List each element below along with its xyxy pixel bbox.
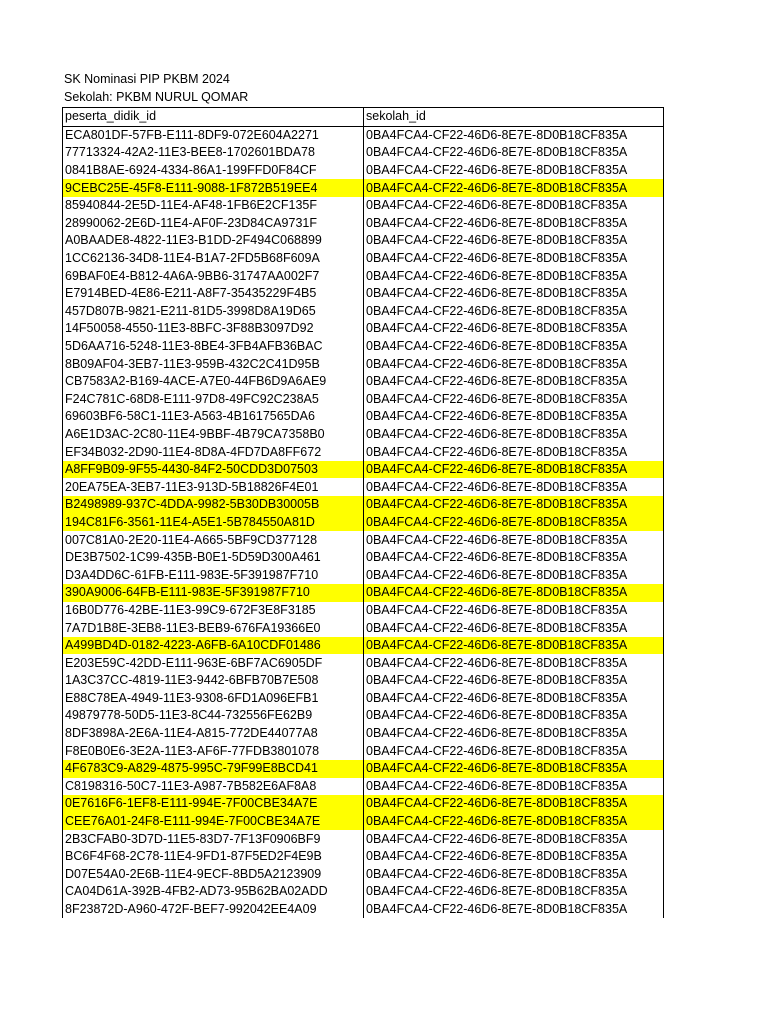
peserta-didik-id-cell: 9CEBC25E-45F8-E111-9088-1F872B519EE4 <box>63 179 364 197</box>
table-row <box>63 126 664 144</box>
table-row <box>63 549 664 567</box>
school-line: Sekolah: PKBM NURUL QOMAR <box>64 90 249 104</box>
document-title: SK Nominasi PIP PKBM 2024 <box>64 72 230 86</box>
table-row <box>63 443 664 461</box>
table-row <box>63 795 664 813</box>
sekolah-id-cell: 0BA4FCA4-CF22-46D6-8E7E-8D0B18CF835A <box>364 672 664 690</box>
table-row <box>63 883 664 901</box>
peserta-didik-id-cell: A6E1D3AC-2C80-11E4-9BBF-4B79CA7358B0 <box>63 426 364 444</box>
table-row <box>63 355 664 373</box>
peserta-didik-id-cell: BC6F4F68-2C78-11E4-9FD1-87F5ED2F4E9B <box>63 848 364 866</box>
peserta-didik-id-cell: 007C81A0-2E20-11E4-A665-5BF9CD377128 <box>63 531 364 549</box>
table-row <box>63 426 664 444</box>
table-row <box>63 707 664 725</box>
peserta-didik-id-cell: 14F50058-4550-11E3-8BFC-3F88B3097D92 <box>63 320 364 338</box>
peserta-didik-id-cell: DE3B7502-1C99-435B-B0E1-5D59D300A461 <box>63 549 364 567</box>
sekolah-id-cell: 0BA4FCA4-CF22-46D6-8E7E-8D0B18CF835A <box>364 162 664 180</box>
peserta-didik-id-cell: A499BD4D-0182-4223-A6FB-6A10CDF01486 <box>63 637 364 655</box>
table-row <box>63 232 664 250</box>
sekolah-id-cell: 0BA4FCA4-CF22-46D6-8E7E-8D0B18CF835A <box>364 461 664 479</box>
table-row <box>63 144 664 162</box>
peserta-didik-id-cell: 49879778-50D5-11E3-8C44-732556FE62B9 <box>63 707 364 725</box>
table-row <box>63 848 664 866</box>
table-row <box>63 778 664 796</box>
peserta-didik-id-cell: 69603BF6-58C1-11E3-A563-4B1617565DA6 <box>63 408 364 426</box>
sekolah-id-cell: 0BA4FCA4-CF22-46D6-8E7E-8D0B18CF835A <box>364 179 664 197</box>
table-row <box>63 813 664 831</box>
sekolah-id-cell: 0BA4FCA4-CF22-46D6-8E7E-8D0B18CF835A <box>364 883 664 901</box>
peserta-didik-id-cell: 5D6AA716-5248-11E3-8BE4-3FB4AFB36BAC <box>63 338 364 356</box>
sekolah-id-cell: 0BA4FCA4-CF22-46D6-8E7E-8D0B18CF835A <box>364 690 664 708</box>
sekolah-id-cell: 0BA4FCA4-CF22-46D6-8E7E-8D0B18CF835A <box>364 549 664 567</box>
peserta-didik-id-cell: 2B3CFAB0-3D7D-11E5-83D7-7F13F0906BF9 <box>63 830 364 848</box>
peserta-didik-id-cell: CEE76A01-24F8-E111-994E-7F00CBE34A7E <box>63 813 364 831</box>
peserta-didik-id-cell: E203E59C-42DD-E111-963E-6BF7AC6905DF <box>63 654 364 672</box>
sekolah-id-cell: 0BA4FCA4-CF22-46D6-8E7E-8D0B18CF835A <box>364 707 664 725</box>
sekolah-id-cell: 0BA4FCA4-CF22-46D6-8E7E-8D0B18CF835A <box>364 531 664 549</box>
table-row <box>63 303 664 321</box>
sekolah-id-cell: 0BA4FCA4-CF22-46D6-8E7E-8D0B18CF835A <box>364 795 664 813</box>
table-row <box>63 285 664 303</box>
table-row <box>63 760 664 778</box>
peserta-didik-id-cell: 8F23872D-A960-472F-BEF7-992042EE4A09 <box>63 901 364 919</box>
table-row <box>63 566 664 584</box>
table-row <box>63 179 664 197</box>
peserta-didik-id-cell: D07E54A0-2E6B-11E4-9ECF-8BD5A2123909 <box>63 866 364 884</box>
peserta-didik-id-cell: 7A7D1B8E-3EB8-11E3-BEB9-676FA19366E0 <box>63 619 364 637</box>
peserta-didik-id-cell: 8DF3898A-2E6A-11E4-A815-772DE44077A8 <box>63 725 364 743</box>
sekolah-id-cell: 0BA4FCA4-CF22-46D6-8E7E-8D0B18CF835A <box>364 514 664 532</box>
table-row <box>63 866 664 884</box>
peserta-didik-id-cell: 28990062-2E6D-11E4-AF0F-23D84CA9731F <box>63 215 364 233</box>
peserta-didik-id-cell: 77713324-42A2-11E3-BEE8-1702601BDA78 <box>63 144 364 162</box>
sekolah-id-cell: 0BA4FCA4-CF22-46D6-8E7E-8D0B18CF835A <box>364 285 664 303</box>
sekolah-id-cell: 0BA4FCA4-CF22-46D6-8E7E-8D0B18CF835A <box>364 232 664 250</box>
peserta-didik-id-cell: F24C781C-68D8-E111-97D8-49FC92C238A5 <box>63 391 364 409</box>
sekolah-id-cell: 0BA4FCA4-CF22-46D6-8E7E-8D0B18CF835A <box>364 566 664 584</box>
peserta-didik-id-cell: 194C81F6-3561-11E4-A5E1-5B784550A81D <box>63 514 364 532</box>
peserta-didik-id-cell: A8FF9B09-9F55-4430-84F2-50CDD3D07503 <box>63 461 364 479</box>
table-row <box>63 725 664 743</box>
table-body <box>63 108 664 919</box>
table-row <box>63 672 664 690</box>
sekolah-id-cell: 0BA4FCA4-CF22-46D6-8E7E-8D0B18CF835A <box>364 250 664 268</box>
peserta-didik-id-cell: 16B0D776-42BE-11E3-99C9-672F3E8F3185 <box>63 602 364 620</box>
peserta-didik-id-cell: 8B09AF04-3EB7-11E3-959B-432C2C41D95B <box>63 355 364 373</box>
peserta-didik-id-cell: E88C78EA-4949-11E3-9308-6FD1A096EFB1 <box>63 690 364 708</box>
table-row <box>63 654 664 672</box>
sekolah-id-cell: 0BA4FCA4-CF22-46D6-8E7E-8D0B18CF835A <box>364 830 664 848</box>
peserta-didik-id-cell: B2498989-937C-4DDA-9982-5B30DB30005B <box>63 496 364 514</box>
peserta-didik-id-cell: E7914BED-4E86-E211-A8F7-35435229F4B5 <box>63 285 364 303</box>
sekolah-id-cell: 0BA4FCA4-CF22-46D6-8E7E-8D0B18CF835A <box>364 778 664 796</box>
sekolah-id-cell: 0BA4FCA4-CF22-46D6-8E7E-8D0B18CF835A <box>364 478 664 496</box>
peserta-didik-id-cell: 20EA75EA-3EB7-11E3-913D-5B18826F4E01 <box>63 478 364 496</box>
sekolah-id-cell: 0BA4FCA4-CF22-46D6-8E7E-8D0B18CF835A <box>364 338 664 356</box>
peserta-didik-id-cell: 85940844-2E5D-11E4-AF48-1FB6E2CF135F <box>63 197 364 215</box>
table-row <box>63 901 664 919</box>
peserta-didik-id-cell: CB7583A2-B169-4ACE-A7E0-44FB6D9A6AE9 <box>63 373 364 391</box>
peserta-didik-id-cell: 69BAF0E4-B812-4A6A-9BB6-31747AA002F7 <box>63 267 364 285</box>
sekolah-id-cell: 0BA4FCA4-CF22-46D6-8E7E-8D0B18CF835A <box>364 866 664 884</box>
table-row <box>63 461 664 479</box>
table-row <box>63 830 664 848</box>
sekolah-id-cell: 0BA4FCA4-CF22-46D6-8E7E-8D0B18CF835A <box>364 373 664 391</box>
table-header-row <box>63 108 664 127</box>
document-header <box>64 70 248 106</box>
sekolah-id-cell: 0BA4FCA4-CF22-46D6-8E7E-8D0B18CF835A <box>364 496 664 514</box>
table-row <box>63 408 664 426</box>
table-row <box>63 162 664 180</box>
sekolah-id-cell: 0BA4FCA4-CF22-46D6-8E7E-8D0B18CF835A <box>364 267 664 285</box>
peserta-didik-id-cell: 0841B8AE-6924-4334-86A1-199FFD0F84CF <box>63 162 364 180</box>
table-row <box>63 373 664 391</box>
sekolah-id-cell: 0BA4FCA4-CF22-46D6-8E7E-8D0B18CF835A <box>364 742 664 760</box>
table-row <box>63 267 664 285</box>
peserta-didik-id-cell: 4F6783C9-A829-4875-995C-79F99E8BCD41 <box>63 760 364 778</box>
table-row <box>63 637 664 655</box>
sekolah-id-cell: 0BA4FCA4-CF22-46D6-8E7E-8D0B18CF835A <box>364 654 664 672</box>
sekolah-id-cell: 0BA4FCA4-CF22-46D6-8E7E-8D0B18CF835A <box>364 637 664 655</box>
table-row <box>63 197 664 215</box>
sekolah-id-cell: 0BA4FCA4-CF22-46D6-8E7E-8D0B18CF835A <box>364 602 664 620</box>
peserta-didik-id-cell: ECA801DF-57FB-E111-8DF9-072E604A2271 <box>63 126 364 144</box>
sekolah-id-cell: 0BA4FCA4-CF22-46D6-8E7E-8D0B18CF835A <box>364 813 664 831</box>
sekolah-id-cell: 0BA4FCA4-CF22-46D6-8E7E-8D0B18CF835A <box>364 320 664 338</box>
table-row <box>63 250 664 268</box>
table-row <box>63 602 664 620</box>
column-header-sekolah-id: sekolah_id <box>364 108 664 127</box>
peserta-didik-id-cell: 1A3C37CC-4819-11E3-9442-6BFB70B7E508 <box>63 672 364 690</box>
sekolah-id-cell: 0BA4FCA4-CF22-46D6-8E7E-8D0B18CF835A <box>364 355 664 373</box>
sekolah-id-cell: 0BA4FCA4-CF22-46D6-8E7E-8D0B18CF835A <box>364 215 664 233</box>
sekolah-id-cell: 0BA4FCA4-CF22-46D6-8E7E-8D0B18CF835A <box>364 197 664 215</box>
sekolah-id-cell: 0BA4FCA4-CF22-46D6-8E7E-8D0B18CF835A <box>364 584 664 602</box>
table-row <box>63 338 664 356</box>
peserta-didik-id-cell: 1CC62136-34D8-11E4-B1A7-2FD5B68F609A <box>63 250 364 268</box>
table-row <box>63 742 664 760</box>
table-row <box>63 320 664 338</box>
sekolah-id-cell: 0BA4FCA4-CF22-46D6-8E7E-8D0B18CF835A <box>364 443 664 461</box>
sekolah-id-cell: 0BA4FCA4-CF22-46D6-8E7E-8D0B18CF835A <box>364 760 664 778</box>
table-row <box>63 584 664 602</box>
sekolah-id-cell: 0BA4FCA4-CF22-46D6-8E7E-8D0B18CF835A <box>364 426 664 444</box>
table-row <box>63 619 664 637</box>
sekolah-id-cell: 0BA4FCA4-CF22-46D6-8E7E-8D0B18CF835A <box>364 126 664 144</box>
sekolah-id-cell: 0BA4FCA4-CF22-46D6-8E7E-8D0B18CF835A <box>364 901 664 919</box>
peserta-didik-id-cell: 457D807B-9821-E211-81D5-3998D8A19D65 <box>63 303 364 321</box>
table-row <box>63 531 664 549</box>
column-header-peserta-didik-id: peserta_didik_id <box>63 108 364 127</box>
table-row <box>63 690 664 708</box>
table-row <box>63 391 664 409</box>
peserta-didik-id-cell: CA04D61A-392B-4FB2-AD73-95B62BA02ADD <box>63 883 364 901</box>
sekolah-id-cell: 0BA4FCA4-CF22-46D6-8E7E-8D0B18CF835A <box>364 144 664 162</box>
sekolah-id-cell: 0BA4FCA4-CF22-46D6-8E7E-8D0B18CF835A <box>364 391 664 409</box>
peserta-didik-id-cell: C8198316-50C7-11E3-A987-7B582E6AF8A8 <box>63 778 364 796</box>
table-row <box>63 496 664 514</box>
table-row <box>63 215 664 233</box>
sekolah-id-cell: 0BA4FCA4-CF22-46D6-8E7E-8D0B18CF835A <box>364 408 664 426</box>
sekolah-id-cell: 0BA4FCA4-CF22-46D6-8E7E-8D0B18CF835A <box>364 848 664 866</box>
peserta-didik-id-cell: 0E7616F6-1EF8-E111-994E-7F00CBE34A7E <box>63 795 364 813</box>
student-table <box>62 107 664 918</box>
peserta-didik-id-cell: A0BAADE8-4822-11E3-B1DD-2F494C068899 <box>63 232 364 250</box>
sekolah-id-cell: 0BA4FCA4-CF22-46D6-8E7E-8D0B18CF835A <box>364 619 664 637</box>
table-row <box>63 478 664 496</box>
peserta-didik-id-cell: 390A9006-64FB-E111-983E-5F391987F710 <box>63 584 364 602</box>
peserta-didik-id-cell: F8E0B0E6-3E2A-11E3-AF6F-77FDB3801078 <box>63 742 364 760</box>
peserta-didik-id-cell: D3A4DD6C-61FB-E111-983E-5F391987F710 <box>63 566 364 584</box>
sekolah-id-cell: 0BA4FCA4-CF22-46D6-8E7E-8D0B18CF835A <box>364 303 664 321</box>
peserta-didik-id-cell: EF34B032-2D90-11E4-8D8A-4FD7DA8FF672 <box>63 443 364 461</box>
sekolah-id-cell: 0BA4FCA4-CF22-46D6-8E7E-8D0B18CF835A <box>364 725 664 743</box>
table-row <box>63 514 664 532</box>
